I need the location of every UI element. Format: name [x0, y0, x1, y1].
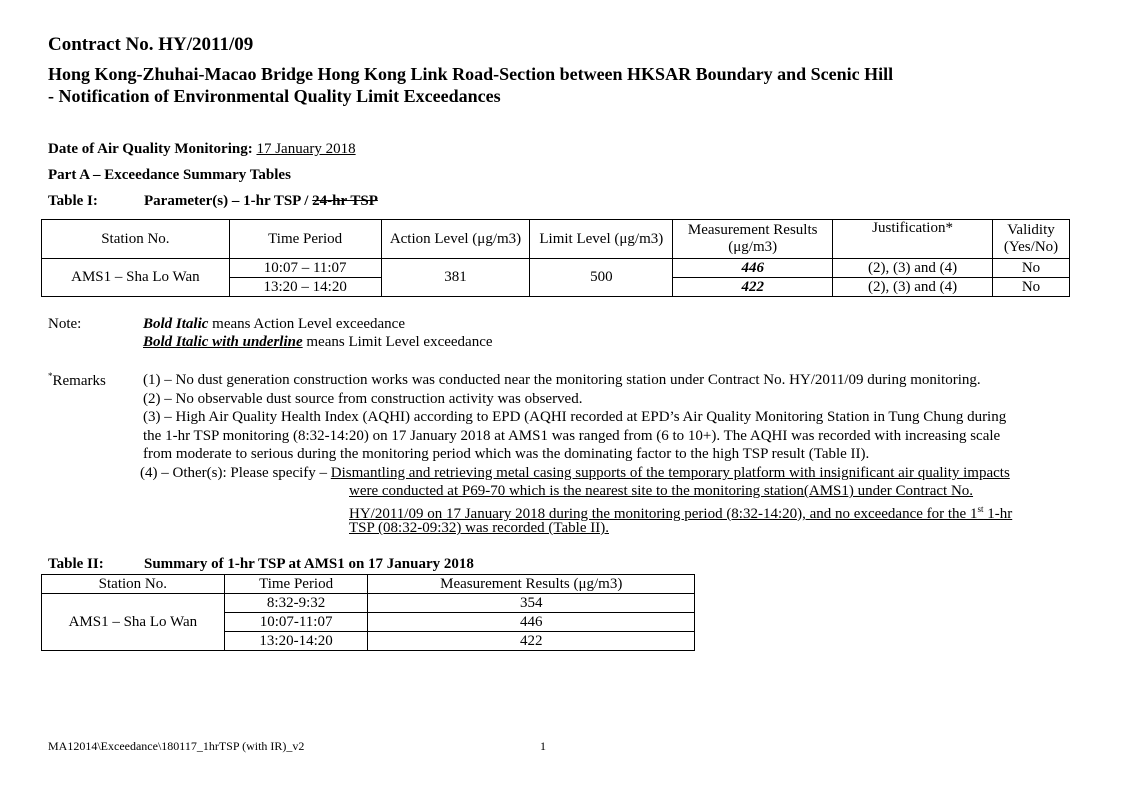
table1-limit-level-cell: 500: [530, 259, 673, 297]
table1-header-validity-line2: (Yes/No): [1003, 239, 1059, 255]
remark-3-line1: (3) – High Air Quality Health Index (AQHI) according to EPD (AQHI recorded at EPD’s Air Quality Monitoring Station in Tung Chung during: [143, 409, 1007, 425]
remark-4-prefix: (4) – Other(s): Please specify –: [140, 465, 331, 481]
table1-caption-struck: 24-hr TSP: [312, 193, 378, 209]
table2-header-row: [42, 575, 695, 594]
table1-caption-main: Parameter(s) – 1-hr TSP /: [144, 193, 313, 209]
note-label: Note:: [48, 316, 82, 332]
table1-header-measurement-line1: Measurement Results: [687, 222, 818, 238]
remark-4-line4: TSP (08:32-09:32) was recorded (Table II).: [349, 520, 609, 536]
table2-header-measurement: Measurement Results (μg/m3): [368, 575, 695, 594]
remark-4-line2: were conducted at P69-70 which is the nearest site to the monitoring station(AMS1) under Contract No.: [349, 483, 974, 499]
table1-header-time-period: Time Period: [229, 220, 381, 259]
table1-validity-cell: No: [993, 278, 1070, 297]
table1-justification-cell: (2), (3) and (4): [833, 259, 993, 278]
note-line1-emphasis: Bold Italic: [143, 316, 209, 332]
exceedance-summary-table: [41, 219, 1070, 297]
table1-header-justification: Justification*: [833, 220, 993, 259]
remarks-asterisk: *: [48, 371, 53, 381]
remark-4-text: Dismantling and retrieving metal casing supports of the temporary platform with insignificant air quality impacts: [330, 465, 1010, 481]
remark-4-line3-sup: st: [977, 504, 984, 514]
table2-time-cell: 10:07-11:07: [224, 613, 368, 632]
table1-header-action-level: Action Level (μg/m3): [381, 220, 530, 259]
table2-time-cell: 13:20-14:20: [224, 632, 368, 651]
table1-header-validity: [993, 220, 1070, 259]
table1-time-cell: 10:07 – 11:07: [229, 259, 381, 278]
remark-2: (2) – No observable dust source from construction activity was observed.: [143, 391, 583, 407]
remark-3-line2: the 1-hr TSP monitoring (8:32-14:20) on 17 January 2018 at AMS1 was ranged from (6 to 10+). The AQHI was recorded with increasing scale: [143, 428, 1001, 444]
table2-header-station: Station No.: [42, 575, 225, 594]
table1-header-limit-level: Limit Level (μg/m3): [530, 220, 673, 259]
remark-4-line1: [140, 464, 1010, 483]
table2-label: Table II:: [48, 556, 104, 572]
table2-caption: Summary of 1-hr TSP at AMS1 on 17 January 2018: [144, 556, 474, 572]
part-a-heading: Part A – Exceedance Summary Tables: [48, 167, 291, 183]
remark-1: (1) – No dust generation construction works was conducted near the monitoring station under Contract No. HY/2011/09 during monitoring.: [143, 372, 981, 388]
table1-label: Table I:: [48, 193, 98, 209]
note-line1-text: means Action Level exceedance: [208, 316, 405, 332]
table2-result-cell: 446: [368, 613, 695, 632]
note-line1: [143, 316, 405, 333]
remark-4-line3-a: HY/2011/09 on 17 January 2018 during the monitoring period (8:32-14:20), and no exceedance for the 1: [349, 506, 978, 522]
table1-validity-cell: No: [993, 259, 1070, 278]
table1-justification-cell: (2), (3) and (4): [833, 278, 993, 297]
remarks-label: [48, 371, 106, 390]
table1-result-cell: 446: [673, 259, 833, 278]
table2-station-cell: AMS1 – Sha Lo Wan: [42, 594, 225, 651]
table1-result-cell: 422: [673, 278, 833, 297]
table2-header-time-period: Time Period: [224, 575, 368, 594]
monitoring-date-line: [48, 141, 356, 158]
remark-4-line3-b: 1-hr: [983, 506, 1013, 522]
table2-time-cell: 8:32-9:32: [224, 594, 368, 613]
contract-number: Contract No. HY/2011/09: [48, 34, 254, 55]
note-line2-text: means Limit Level exceedance: [302, 334, 493, 350]
table2-result-cell: 354: [368, 594, 695, 613]
table1-header-measurement: [673, 220, 833, 259]
page-number: 1: [540, 739, 546, 753]
remarks-label-text: Remarks: [52, 373, 106, 389]
table-row: [42, 259, 1070, 278]
document-title-line1: Hong Kong-Zhuhai-Macao Bridge Hong Kong Link Road-Section between HKSAR Boundary and Scenic Hill: [48, 64, 894, 84]
tsp-summary-table: [41, 574, 695, 651]
table2-result-cell: 422: [368, 632, 695, 651]
document-title-line2: - Notification of Environmental Quality Limit Exceedances: [48, 86, 501, 106]
table1-action-level-cell: 381: [381, 259, 530, 297]
footer-file-reference: MA12014\Exceedance\180117_1hrTSP (with IR)_v2: [48, 739, 305, 753]
monitoring-date-label: Date of Air Quality Monitoring:: [48, 141, 253, 157]
table1-header-row: [42, 220, 1070, 259]
remark-3-line3: from moderate to serious during the monitoring period which was the dominating factor to the high TSP result (Table II).: [143, 446, 870, 462]
table1-caption: [144, 193, 378, 210]
note-line2: [143, 334, 493, 351]
table1-header-validity-line1: Validity: [1007, 222, 1055, 238]
table1-header-measurement-line2: (μg/m3): [728, 239, 778, 255]
table1-station-cell: AMS1 – Sha Lo Wan: [42, 259, 230, 297]
monitoring-date-value: 17 January 2018: [256, 141, 356, 157]
note-line2-emphasis: Bold Italic with underline: [143, 334, 303, 350]
table1-time-cell: 13:20 – 14:20: [229, 278, 381, 297]
table-row: [42, 594, 695, 613]
table1-header-station: Station No.: [42, 220, 230, 259]
